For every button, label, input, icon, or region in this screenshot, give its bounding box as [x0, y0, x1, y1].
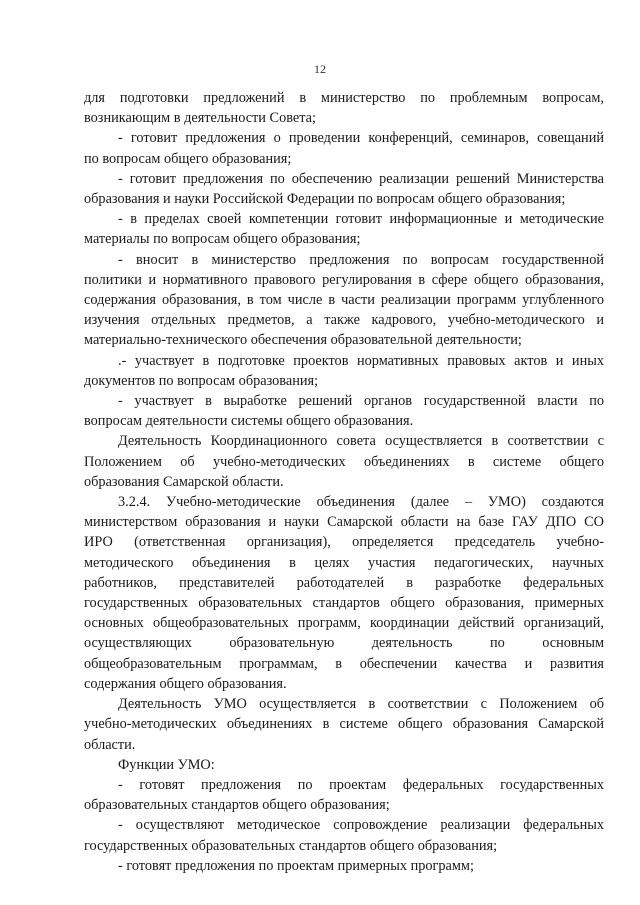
- text-line: учебно-методических объединениях в системе общего образования Самарской: [84, 716, 604, 733]
- text-line: - в пределах своей компетенции готовит информационные и методические: [118, 211, 604, 228]
- text-line: Деятельность Координационного совета осуществляется в соответствии с: [118, 433, 604, 450]
- text-line: основных общеобразовательных программ, координации действий организаций,: [84, 615, 604, 632]
- paragraph: [84, 492, 604, 694]
- text-line: государственных образовательных стандартов общего образования;: [84, 837, 498, 854]
- text-line: области.: [84, 736, 136, 753]
- text-line: политики и нормативного правового регулирования в сфере общего образования,: [84, 271, 604, 288]
- text-line: осуществляющих образовательную деятельность по основным: [84, 635, 604, 652]
- text-line: - готовит предложения о проведении конференций, семинаров, совещаний: [118, 130, 604, 147]
- text-line: изучения отдельных предметов, а также кадрового, учебно-методического и: [84, 312, 604, 329]
- document-body: [84, 88, 604, 876]
- paragraph: [84, 88, 604, 128]
- paragraph: [84, 250, 604, 351]
- paragraph: [84, 391, 604, 431]
- text-line: - готовят предложения по проектам федеральных государственных: [118, 776, 604, 793]
- text-line: материально-технического обеспечения образовательной деятельности;: [84, 332, 522, 349]
- text-line: вопросам деятельности системы общего образования.: [84, 413, 414, 430]
- text-line: содержания общего образования.: [84, 675, 287, 692]
- text-line: министерством образования и науки Самарской области на базе ГАУ ДПО СО: [84, 514, 604, 531]
- text-line: .- участвует в подготовке проектов нормативных правовых актов и иных: [118, 352, 604, 369]
- text-line: - готовят предложения по проектам примерных программ;: [118, 857, 474, 874]
- text-line: документов по вопросам образования;: [84, 372, 319, 389]
- text-line: Функции УМО:: [118, 756, 215, 773]
- paragraph: [84, 209, 604, 249]
- text-line: Деятельность УМО осуществляется в соответствии с Положением об: [118, 696, 604, 713]
- text-line: образования Самарской области.: [84, 473, 284, 490]
- text-line: - участвует в выработке решений органов государственной власти по: [118, 393, 604, 410]
- text-line: образования и науки Российской Федерации по вопросам общего образования;: [84, 191, 566, 208]
- paragraph: [84, 694, 604, 755]
- paragraph: [84, 431, 604, 492]
- text-line: методического объединения в целях участия педагогических, научных: [84, 554, 604, 571]
- text-line: возникающим в деятельности Совета;: [84, 110, 316, 127]
- text-line: содержания образования, в том числе в части реализации программ углубленного: [84, 292, 604, 309]
- text-line: работников, представителей работодателей в разработке федеральных: [84, 574, 604, 591]
- text-line: материалы по вопросам общего образования;: [84, 231, 361, 248]
- text-line: общеобразовательным программам, в обеспечении качества и развития: [84, 655, 604, 672]
- paragraph: [84, 128, 604, 168]
- paragraph: [84, 856, 604, 876]
- paragraph: [84, 775, 604, 815]
- text-line: - вносит в министерство предложения по вопросам государственной: [118, 251, 604, 268]
- paragraph: [84, 169, 604, 209]
- text-line: 3.2.4. Учебно-методические объединения (далее – УМО) создаются: [118, 494, 604, 511]
- paragraph: [84, 755, 604, 775]
- text-line: Положением об учебно-методических объединениях в системе общего: [84, 453, 604, 470]
- text-line: государственных образовательных стандартов общего образования, примерных: [84, 595, 604, 612]
- page-number: 12: [314, 62, 326, 76]
- text-line: для подготовки предложений в министерство по проблемным вопросам,: [84, 90, 604, 106]
- paragraph: [84, 815, 604, 855]
- text-line: ИРО (ответственная организация), определяется председатель учебно-: [84, 534, 604, 551]
- paragraph: [84, 351, 604, 391]
- text-line: - готовит предложения по обеспечению реализации решений Министерства: [118, 170, 604, 187]
- text-line: образовательных стандартов общего образования;: [84, 797, 390, 814]
- text-line: по вопросам общего образования;: [84, 150, 292, 167]
- text-line: - осуществляют методическое сопровождение реализации федеральных: [118, 817, 604, 834]
